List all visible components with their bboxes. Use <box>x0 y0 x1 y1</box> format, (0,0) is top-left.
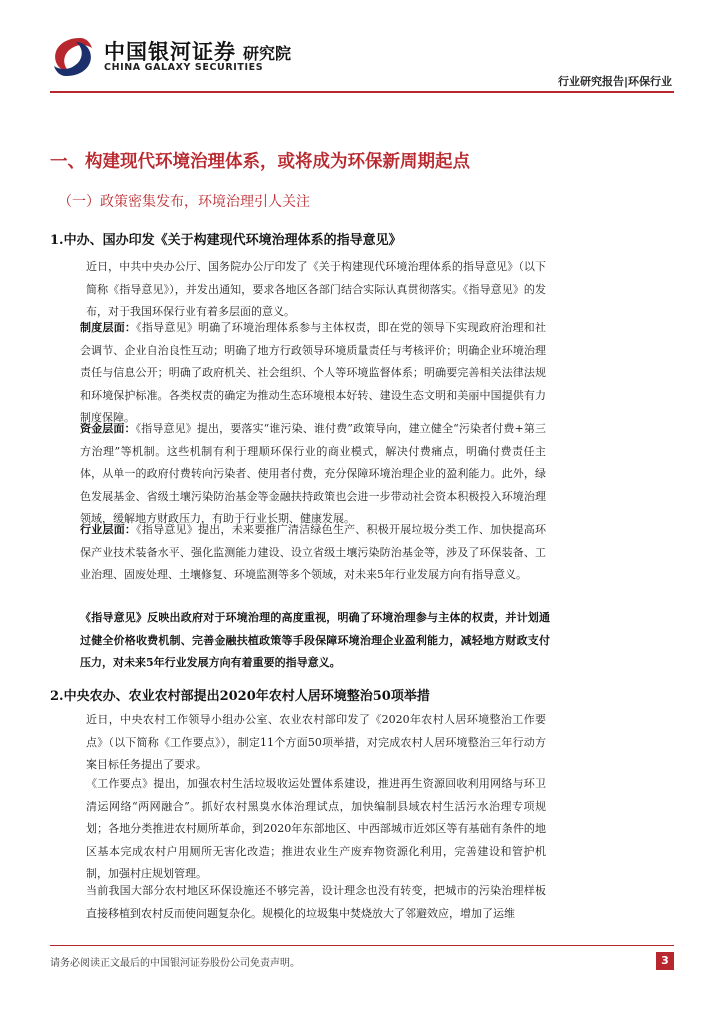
page-header <box>0 0 724 100</box>
paragraph-body: 《指导意见》提出，未来要推广清洁绿色生产、积极开展垃圾分类工作、加快提高环保产业技术装备水平、强化监测能力建设、设立省级土壤污染防治基金等，涉及了环保装备、工业治理、固废处理、土壤修复、环境监测等多个领域，对未来5年行业发展方向有指导意义。 <box>80 523 547 581</box>
paragraph-body: 《指导意见》明确了环境治理体系参与主体权责，即在党的领导下实现政府治理和社会调节、企业自治良性互动；明确了地方行政领导环境质量责任与考核评价；明确企业环境治理责任与信息公开；明确了政府机关、社会组织、个人等环境监督体系；明确要完善相关法律法规和环境保护标准。各类权责的确定为推动生态环境根本好转、建设生态文明和美丽中国提供有力制度保障。 <box>80 321 547 424</box>
paragraph: 当前我国大部分农村地区环保设施还不够完善，设计理念也没有转变，把城市的污染治理样板直接移植到农村反而使问题复杂化。规模化的垃圾集中焚烧放大了邻避效应，增加了运维 <box>86 884 546 920</box>
topic-heading-1: 1.中办、国办印发《关于构建现代环境治理体系的指导意见》 <box>50 233 402 248</box>
page-number: 3 <box>656 952 674 970</box>
report-category: 行业研究报告|环保行业 <box>557 75 672 88</box>
institute-label: 研究院 <box>243 44 292 63</box>
subsection-heading: （一）政策密集发布，环境治理引人关注 <box>58 194 310 210</box>
paragraph-lead: 资金层面： <box>80 422 136 435</box>
footer-disclaimer: 请务必阅读正文最后的中国银河证券股份公司免责声明。 <box>50 958 300 969</box>
paragraph-institutional <box>80 317 546 430</box>
paragraph-industry <box>80 519 546 587</box>
section-heading: 一、构建现代环境治理体系，或将成为环保新周期起点 <box>50 152 470 172</box>
paragraph-lead: 行业层面： <box>80 523 137 536</box>
summary-paragraph: 《指导意见》反映出政府对于环境治理的高度重视，明确了环境治理参与主体的权责，并计划通过健全价格收费机制、完善金融扶植政策等手段保障环境治理企业盈利能力，减轻地方财政支付压力，对未来5年行业发展方向有着重要的指导意义。 <box>80 611 550 669</box>
topic-heading-2: 2.中央农办、农业农村部提出2020年农村人居环境整治50项举措 <box>50 689 430 704</box>
paragraph: 《工作要点》提出，加强农村生活垃圾收运处置体系建设，推进再生资源回收利用网络与环卫清运网络“两网融合”。抓好农村黑臭水体治理试点，加快编制县域农村生活污水治理专项规划；各地分类推进农村厕所革命，到2020年东部地区、中西部城市近郊区等有基础有条件的地区基本完成农村户用厕所无害化改造；推进农业生产废弃物资源化利用，完善建设和管护机制，加强村庄规划管理。 <box>86 777 546 880</box>
brand-name-cn: 中国银河证券 <box>104 40 236 64</box>
paragraph-lead: 制度层面： <box>80 321 137 334</box>
paragraph: 近日，中共中央办公厅、国务院办公厅印发了《关于构建现代环境治理体系的指导意见》（以下简称《指导意见》），并发出通知，要求各地区各部门结合实际认真贯彻落实。《指导意见》的发布，对于我国环保行业有着多层面的意义。 <box>86 260 546 318</box>
footer-divider <box>50 945 674 946</box>
galaxy-logo-icon <box>50 34 96 80</box>
paragraph-body: 《指导意见》提出，要落实“谁污染、谁付费”政策导向，建立健全“污染者付费+第三方治理”等机制。这些机制有利于理顺环保行业的商业模式，解决付费痛点，明确付费责任主体，从单一的政府付费转向污染者、使用者付费，充分保障环境治理企业的盈利能力。此外，绿色发展基金、省级土壤污染防治基金等金融扶持政策也会进一步带动社会资本积极投入环境治理领域，缓解地方财政压力，有助于行业长期、健康发展。 <box>80 422 547 525</box>
brand-name-en: CHINA GALAXY SECURITIES <box>104 62 264 73</box>
header-divider <box>50 91 674 93</box>
paragraph: 近日，中央农村工作领导小组办公室、农业农村部印发了《2020年农村人居环境整治工作要点》（以下简称《工作要点》），制定11个方面50项举措，对完成农村人居环境整治三年行动方案目标任务提出了要求。 <box>86 713 546 771</box>
paragraph-funding <box>80 418 546 531</box>
